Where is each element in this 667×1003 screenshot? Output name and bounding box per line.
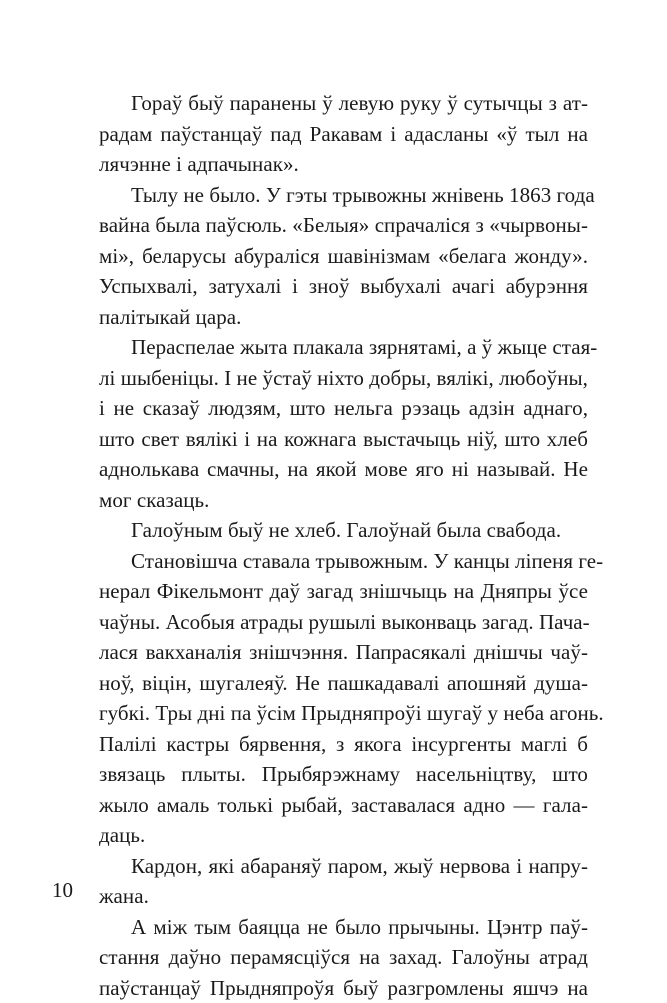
text-line: аднолькава смачны, на якой мове яго ні называй. Не (99, 454, 588, 485)
text-line: лячэнне і адпачынак». (99, 149, 588, 180)
text-line: вайна была паўсюль. «Белыя» спрачаліся з «чырвоны- (99, 210, 588, 241)
text-line: Становішча ставала трывожным. У канцы ліпеня ге- (99, 546, 588, 577)
text-line: мог сказаць. (99, 485, 588, 516)
text-line: жана. (99, 881, 588, 912)
text-line: і не сказаў людзям, што нельга рэзаць адзін аднаго, (99, 393, 588, 424)
text-line: лася вакханалія знішчэння. Папрасякалі днішчы чаў- (99, 637, 588, 668)
paragraph (99, 851, 588, 912)
paragraph (99, 515, 588, 546)
text-line: ноў, віцін, шугалеяў. Не пашкадавалі апошняй душа- (99, 668, 588, 699)
text-line: Палілі кастры бярвення, з якога інсургенты маглі б (99, 729, 588, 760)
text-line: губкі. Тры дні па ўсім Прыдняпроўі шугаў у неба агонь. (99, 698, 588, 729)
page-number: 10 (52, 878, 73, 903)
text-line: жыло амаль толькі рыбай, заставалася адно — гала- (99, 790, 588, 821)
paragraph (99, 546, 588, 851)
text-line: даць. (99, 820, 588, 851)
text-line: мі», беларусы абураліся шавінізмам «белага жонду». (99, 241, 588, 272)
paragraph (99, 180, 588, 333)
text-line: А між тым баяцца не было прычыны. Цэнтр паў- (99, 912, 588, 943)
text-line: нерал Фікельмонт даў загад знішчыць на Дняпры ўсе (99, 576, 588, 607)
text-line: Кардон, які абараняў паром, жыў нервова і напру- (99, 851, 588, 882)
text-line: Тылу не было. У гэты трывожны жнівень 1863 года (99, 180, 588, 211)
text-line: што свет вялікі і на кожнага выстачыць ніў, што хлеб (99, 424, 588, 455)
paragraph (99, 332, 588, 515)
paragraph (99, 88, 588, 180)
text-line: лі шыбеніцы. І не ўстаў ніхто добры, вялікі, любоўны, (99, 363, 588, 394)
text-line: Гораў быў паранены ў левую руку ў сутычцы з ат- (99, 88, 588, 119)
text-line: палітыкай цара. (99, 302, 588, 333)
text-line: Пераспелае жыта плакала зярнятамі, а ў жыце стая- (99, 332, 588, 363)
text-line: чаўны. Асобыя атрады рушылі выконваць загад. Пача- (99, 607, 588, 638)
text-line: стання даўно перамясціўся на захад. Галоўны атрад (99, 942, 588, 973)
body-text (99, 88, 588, 1003)
text-line: Успыхвалі, затухалі і зноў выбухалі ачагі абурэння (99, 271, 588, 302)
text-line: звязаць плыты. Прыбярэжнаму насельніцтву, што (99, 759, 588, 790)
text-line: паўстанцаў Прыдняпроўя быў разгромлены яшчэ на (99, 973, 588, 1003)
text-line: радам паўстанцаў пад Ракавам і адасланы «ў тыл на (99, 119, 588, 150)
text-line: Галоўным быў не хлеб. Галоўнай была свабода. (99, 515, 588, 546)
paragraph (99, 912, 588, 1003)
